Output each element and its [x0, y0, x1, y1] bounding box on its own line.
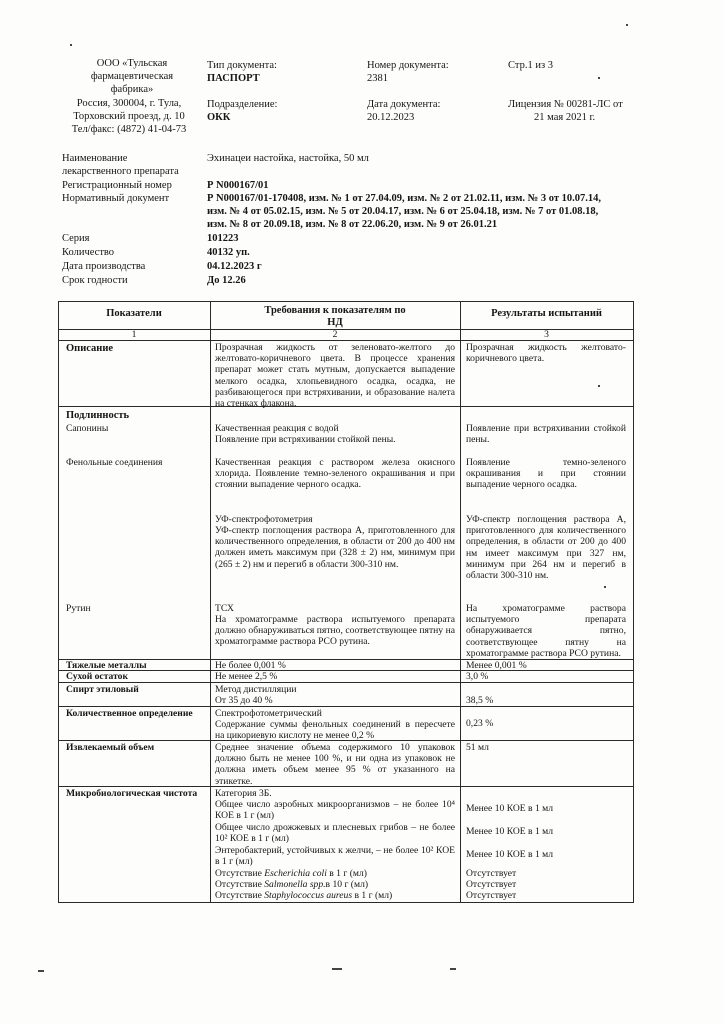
saponins-requirement-title: Качественная реакция с водой — [215, 423, 339, 434]
license-line1: Лицензия № 00281-ЛС от — [508, 99, 623, 110]
production-date-label: Дата производства — [62, 261, 146, 272]
ethanol-method: Метод дистилляции — [215, 684, 297, 695]
license-line2: 21 мая 2021 г. — [534, 112, 596, 123]
doc-number-label: Номер документа: — [367, 60, 449, 71]
table-border-left — [58, 301, 59, 903]
rutin-result: На хроматограмме раствора испытуемого препарата обнаруживается пятно, соответствующее пятну на хроматограмме раствора РСО рутина. — [466, 603, 626, 659]
column-header-requirement-line2: НД — [327, 317, 343, 328]
company-name: ООО «Тульская — [96, 58, 168, 69]
microbial-requirement-ecoli: Отсутствие Escherichia coli в 1 г (мл) — [215, 868, 367, 879]
dry-residue-result: 3,0 % — [466, 671, 489, 682]
company-name-line3: фабрика» — [110, 84, 154, 95]
uv-requirement: УФ-спектр поглощения раствора А, приготовленного для количественного определения, в области от 200 до 400 нм должен иметь максимум при (328 ± 2) нм, минимум при (265 ± 2) нм и перегиб в области 300-310 нм. — [215, 525, 455, 570]
indicator-dry-residue: Сухой остаток — [66, 671, 128, 682]
norm-doc-value-line1: Р N000167/01-170408, изм. № 1 от 27.04.09, изм. № 2 от 21.02.11, изм. № 3 от 10.07.14, — [207, 193, 601, 204]
heavy-metals-result: Менее 0,001 % — [466, 660, 527, 671]
column-number-2: 2 — [332, 329, 338, 340]
company-name-line2: фармацевтическая — [90, 71, 174, 82]
product-name-label-line2: лекарственного препарата — [62, 166, 179, 177]
rutin-requirement: На хроматограмме раствора испытуемого препарата должно обнаруживаться пятно, соответствующее пятну на хроматограмме раствора РСО рутина. — [215, 614, 455, 648]
table-divider-2 — [460, 301, 461, 903]
microbial-requirement-enterobacteria: Энтеробактерий, устойчивых к желчи, – не более 10² КОЕ в 1 г (мл) — [215, 845, 455, 868]
page-info: Стр.1 из 3 — [508, 60, 553, 71]
uv-result: УФ-спектр поглощения раствора А, приготовленного для количественного определения, в области от 200 до 400 нм имеет максимум при 327 нм, минимум при 264 нм и перегиб в области 300-310 нм. — [466, 514, 626, 582]
indicator-assay: Количественное определение — [66, 708, 193, 719]
microbial-requirement-staph: Отсутствие Staphylococcus aureus в 1 г (мл) — [215, 890, 393, 901]
description-result: Прозрачная жидкость желтовато-коричневого цвета. — [466, 342, 626, 365]
department-label: Подразделение: — [207, 99, 278, 110]
doc-number-value: 2381 — [367, 73, 388, 84]
column-number-3: 3 — [544, 329, 549, 340]
column-header-indicator: Показатели — [106, 308, 162, 319]
product-name-value: Эхинацеи настойка, настойка, 50 мл — [207, 153, 369, 164]
expiry-label: Срок годности — [62, 275, 128, 286]
microbial-result-aerobic: Менее 10 КОЕ в 1 мл — [466, 803, 554, 814]
company-address: Россия, 300004, г. Тула, — [76, 98, 182, 109]
scan-speck — [604, 586, 606, 588]
indicator-microbiological-purity: Микробиологическая чистота — [66, 788, 198, 799]
expiry-value: До 12.26 — [207, 275, 246, 286]
scan-speck — [70, 44, 72, 46]
company-phone: Тел/факс: (4872) 41-04-73 — [71, 124, 187, 135]
assay-result: 0,23 % — [466, 718, 494, 729]
production-date-value: 04.12.2023 г — [207, 261, 262, 272]
microbial-category: Категория 3Б. — [215, 788, 272, 799]
microbial-result-salmonella: Отсутствует — [466, 879, 517, 890]
microbial-requirement-aerobic: Общее число аэробных микроорганизмов – не более 10⁴ КОЕ в 1 г (мл) — [215, 799, 455, 822]
phenolic-requirement: Качественная реакция с раствором железа окисного хлорида. Появление темно-зеленого окрашивания и при стоянии выпадение черного осадка. — [215, 457, 455, 491]
reg-number-label: Регистрационный номер — [62, 180, 172, 191]
assay-method: Спектрофотометрический — [215, 708, 322, 719]
microbial-result-ecoli: Отсутствует — [466, 868, 517, 879]
doc-date-value: 20.12.2023 — [367, 112, 415, 123]
rutin-method-title: ТСХ — [215, 603, 234, 614]
microbial-result-enterobacteria: Менее 10 КОЕ в 1 мл — [466, 849, 554, 860]
company-address-line2: Торховский проезд, д. 10 — [73, 111, 185, 122]
dry-residue-requirement: Не менее 2,5 % — [215, 671, 278, 682]
scan-speck — [450, 968, 456, 970]
series-label: Серия — [62, 233, 90, 244]
column-header-requirement: Требования к показателям по — [264, 305, 406, 316]
table-border-top — [58, 301, 633, 302]
norm-doc-value-line2: изм. № 4 от 05.02.15, изм. № 5 от 20.04.17, изм. № 6 от 25.04.18, изм. № 7 от 01.08.18, — [207, 206, 599, 217]
table-border-right — [633, 301, 634, 903]
microbial-requirement-fungi: Общее число дрожжевых и плесневых грибов – не более 10² КОЕ в 1 г (мл) — [215, 822, 455, 845]
heavy-metals-requirement: Не более 0,001 % — [215, 660, 286, 671]
scan-speck — [626, 24, 628, 26]
column-header-result: Результаты испытаний — [491, 308, 602, 319]
scan-speck — [38, 970, 44, 972]
product-name-label: Наименование — [62, 153, 128, 164]
saponins-result: Появление при встряхивании стойкой пены. — [466, 423, 626, 446]
ethanol-requirement: От 35 до 40 % — [215, 695, 273, 706]
saponins-requirement: Появление при встряхивании стойкой пены. — [215, 434, 396, 445]
indicator-rutin: Рутин — [66, 603, 91, 614]
indicator-phenolic: Фенольные соединения — [66, 457, 163, 468]
scan-speck — [598, 77, 600, 79]
quantity-label: Количество — [62, 247, 115, 258]
table-row-divider — [58, 682, 633, 683]
indicator-ethanol: Спирт этиловый — [66, 684, 139, 695]
scan-speck — [332, 968, 342, 970]
indicator-saponins: Сапонины — [66, 423, 109, 434]
quantity-value: 40132 уп. — [207, 247, 250, 258]
reg-number-value: Р N000167/01 — [207, 180, 269, 191]
indicator-heavy-metals: Тяжелые металлы — [66, 660, 147, 671]
assay-requirement: Содержание суммы фенольных соединений в пересчете на цикориевую кислоту не менее 0,2 % — [215, 719, 455, 742]
description-requirement: Прозрачная жидкость от зеленовато-желтого до желтовато-коричневого цвета. В процессе хранения препарат может стать мутным, допускается выпадение мелкого осадка, хлопьевидного осадка, осадка, не разбивающегося при встряхивании, и образование налета на стенках флакона. — [215, 342, 455, 410]
norm-doc-value-line3: изм. № 8 от 20.09.18, изм. № 8 от 22.06.20, изм. № 9 от 26.01.21 — [207, 219, 498, 230]
column-number-1: 1 — [131, 329, 137, 340]
norm-doc-label: Нормативный документ — [62, 193, 170, 204]
microbial-result-fungi: Менее 10 КОЕ в 1 мл — [466, 826, 554, 837]
ethanol-result: 38,5 % — [466, 695, 494, 706]
microbial-requirement-salmonella: Отсутствие Salmonella spp.в 10 г (мл) — [215, 879, 369, 890]
extractable-volume-result: 51 мл — [466, 742, 489, 753]
doc-type-label: Тип документа: — [207, 60, 277, 71]
doc-date-label: Дата документа: — [367, 99, 441, 110]
indicator-extractable-volume: Извлекаемый объем — [66, 742, 155, 753]
indicator-identity: Подлинность — [66, 410, 130, 421]
scan-speck — [598, 385, 600, 387]
microbial-result-staph: Отсутствует — [466, 890, 517, 901]
extractable-volume-requirement: Среднее значение объема содержимого 10 упаковок должно быть не менее 100 %, и ни одна из упаковок не должна иметь объем менее 95 % от указанного на этикетке. — [215, 742, 455, 787]
indicator-description: Описание — [66, 343, 114, 354]
table-divider-1 — [210, 301, 211, 903]
department-value: ОКК — [207, 112, 231, 123]
uv-method-title: УФ-спектрофотометрия — [215, 514, 313, 525]
phenolic-result: Появление темно-зеленого окрашивания и при стоянии выпадение черного осадка. — [466, 457, 626, 491]
table-row-divider — [58, 706, 633, 707]
doc-type-value: ПАСПОРТ — [207, 73, 260, 84]
table-border-bottom — [58, 902, 633, 903]
series-value: 101223 — [207, 233, 239, 244]
